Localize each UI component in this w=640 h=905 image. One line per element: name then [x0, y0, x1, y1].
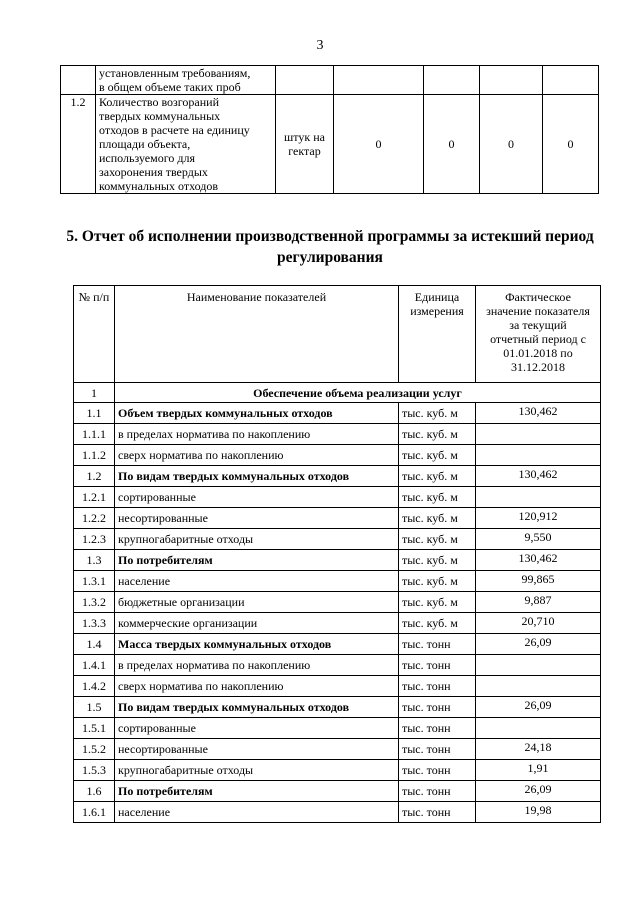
top-table-row — [61, 66, 599, 95]
row-unit: тыс. тонн — [399, 760, 476, 781]
row-name: сортированные — [115, 487, 399, 508]
header-num: № п/п — [74, 286, 115, 383]
table-row — [74, 403, 601, 424]
row-unit: тыс. тонн — [399, 634, 476, 655]
row-value: 1,91 — [476, 760, 601, 781]
row-name: в пределах норматива по накоплению — [115, 424, 399, 445]
row-name: сверх норматива по накоплению — [115, 445, 399, 466]
top-row-unit — [276, 66, 334, 95]
row-unit: тыс. тонн — [399, 697, 476, 718]
header-value-line: отчетный период с — [490, 332, 586, 346]
row-name: По видам твердых коммунальных отходов — [115, 697, 399, 718]
row-unit: тыс. тонн — [399, 655, 476, 676]
row-value: 130,462 — [476, 466, 601, 487]
table-row — [74, 592, 601, 613]
table-row — [74, 781, 601, 802]
row-num: 1.2.1 — [74, 487, 115, 508]
row-value: 24,18 — [476, 739, 601, 760]
row-unit: тыс. куб. м — [399, 508, 476, 529]
row-num: 1.6.1 — [74, 802, 115, 823]
row-num: 1.2 — [74, 466, 115, 487]
row-value: 130,462 — [476, 550, 601, 571]
top-row-name-line: в общем объеме таких проб — [99, 80, 241, 94]
row-unit: тыс. тонн — [399, 676, 476, 697]
top-row-unit-line: гектар — [288, 144, 321, 158]
page-number: 3 — [316, 38, 324, 53]
header-unit — [399, 286, 476, 383]
top-row-value — [480, 66, 543, 95]
row-value — [476, 676, 601, 697]
header-value-line: значение показателя — [486, 304, 590, 318]
header-value — [476, 286, 601, 383]
row-num: 1.5.3 — [74, 760, 115, 781]
section-title-line-1: 5. Отчет об исполнении производственной программы за истекший период — [66, 228, 594, 245]
table-row — [74, 613, 601, 634]
top-row-name — [96, 95, 276, 194]
table-row — [74, 676, 601, 697]
table-row — [74, 802, 601, 823]
row-unit: тыс. куб. м — [399, 613, 476, 634]
table-row — [74, 487, 601, 508]
row-num: 1.1 — [74, 403, 115, 424]
top-table-row — [61, 95, 599, 194]
row-num: 1.3 — [74, 550, 115, 571]
row-num: 1.4 — [74, 634, 115, 655]
row-value: 130,462 — [476, 403, 601, 424]
row-unit: тыс. тонн — [399, 718, 476, 739]
top-row-name — [96, 66, 276, 95]
row-num: 1.1.2 — [74, 445, 115, 466]
header-unit-line-1: Единица — [414, 290, 460, 304]
table-row — [74, 739, 601, 760]
top-row-value: 0 — [480, 95, 543, 194]
header-value-line: Фактическое — [505, 290, 571, 304]
top-row-value — [334, 66, 424, 95]
row-name: сортированные — [115, 718, 399, 739]
header-name: Наименование показателей — [115, 286, 399, 383]
table-row — [74, 424, 601, 445]
row-name: По потребителям — [115, 781, 399, 802]
row-value — [476, 445, 601, 466]
row-num: 1.3.1 — [74, 571, 115, 592]
row-unit: тыс. куб. м — [399, 403, 476, 424]
table-row — [74, 571, 601, 592]
row-unit: тыс. куб. м — [399, 445, 476, 466]
top-row-name-line: площади объекта, — [99, 137, 191, 151]
report-table — [73, 285, 601, 823]
row-name: крупногабаритные отходы — [115, 760, 399, 781]
row-name: крупногабаритные отходы — [115, 529, 399, 550]
row-value — [476, 487, 601, 508]
row-value: 120,912 — [476, 508, 601, 529]
row-unit: тыс. тонн — [399, 781, 476, 802]
top-row-name-line: коммунальных отходов — [99, 179, 219, 193]
group-row — [74, 383, 601, 403]
top-row-name-line: используемого для — [99, 151, 195, 165]
top-row-name-line: Количество возгораний — [99, 95, 220, 109]
row-name: население — [115, 571, 399, 592]
top-row-num — [61, 66, 96, 95]
row-name: население — [115, 802, 399, 823]
row-name: По видам твердых коммунальных отходов — [115, 466, 399, 487]
row-value: 26,09 — [476, 781, 601, 802]
row-unit: тыс. тонн — [399, 739, 476, 760]
row-name: несортированные — [115, 739, 399, 760]
row-num: 1.3.3 — [74, 613, 115, 634]
top-row-name-line: твердых коммунальных — [99, 109, 221, 123]
row-unit: тыс. куб. м — [399, 424, 476, 445]
header-row — [74, 286, 601, 383]
row-value: 99,865 — [476, 571, 601, 592]
row-num: 1.3.2 — [74, 592, 115, 613]
row-unit: тыс. куб. м — [399, 487, 476, 508]
top-row-name-line: захоронения твердых — [99, 165, 208, 179]
row-name: бюджетные организации — [115, 592, 399, 613]
table-row — [74, 550, 601, 571]
top-row-value — [424, 66, 480, 95]
row-num: 1.5.1 — [74, 718, 115, 739]
row-value: 9,887 — [476, 592, 601, 613]
row-num: 1.6 — [74, 781, 115, 802]
row-value — [476, 655, 601, 676]
top-table — [60, 65, 599, 194]
row-name: Объем твердых коммунальных отходов — [115, 403, 399, 424]
top-row-name-line: установленным требованиям, — [99, 66, 251, 80]
row-value — [476, 718, 601, 739]
table-row — [74, 655, 601, 676]
row-unit: тыс. куб. м — [399, 466, 476, 487]
row-unit: тыс. куб. м — [399, 592, 476, 613]
top-row-unit — [276, 95, 334, 194]
top-row-value: 0 — [543, 95, 599, 194]
table-row — [74, 529, 601, 550]
row-value — [476, 424, 601, 445]
row-name: По потребителям — [115, 550, 399, 571]
row-num: 1.4.1 — [74, 655, 115, 676]
row-name: сверх норматива по накоплению — [115, 676, 399, 697]
group-title: Обеспечение объема реализации услуг — [115, 383, 601, 403]
row-num: 1.5.2 — [74, 739, 115, 760]
table-row — [74, 466, 601, 487]
row-unit: тыс. куб. м — [399, 529, 476, 550]
group-num: 1 — [74, 383, 115, 403]
row-name: коммерческие организации — [115, 613, 399, 634]
row-value: 26,09 — [476, 697, 601, 718]
table-row — [74, 508, 601, 529]
top-row-num: 1.2 — [61, 95, 96, 194]
top-row-value: 0 — [334, 95, 424, 194]
top-row-value — [543, 66, 599, 95]
top-row-unit-line: штук на — [284, 130, 325, 144]
section-title — [60, 226, 600, 268]
table-row — [74, 760, 601, 781]
table-row — [74, 445, 601, 466]
row-value: 20,710 — [476, 613, 601, 634]
table-row — [74, 697, 601, 718]
row-name: несортированные — [115, 508, 399, 529]
header-value-line: 01.01.2018 по — [503, 346, 573, 360]
row-value: 19,98 — [476, 802, 601, 823]
row-unit: тыс. тонн — [399, 802, 476, 823]
row-value: 26,09 — [476, 634, 601, 655]
row-num: 1.4.2 — [74, 676, 115, 697]
table-row — [74, 718, 601, 739]
row-unit: тыс. куб. м — [399, 571, 476, 592]
row-num: 1.2.3 — [74, 529, 115, 550]
header-value-line: 31.12.2018 — [511, 360, 565, 374]
top-row-name-line: отходов в расчете на единицу — [99, 123, 250, 137]
row-unit: тыс. куб. м — [399, 550, 476, 571]
row-num: 1.2.2 — [74, 508, 115, 529]
top-row-value: 0 — [424, 95, 480, 194]
row-num: 1.5 — [74, 697, 115, 718]
header-value-line: за текущий — [509, 318, 567, 332]
section-title-line-2: регулирования — [277, 249, 383, 266]
row-num: 1.1.1 — [74, 424, 115, 445]
row-name: в пределах норматива по накоплению — [115, 655, 399, 676]
row-name: Масса твердых коммунальных отходов — [115, 634, 399, 655]
table-row — [74, 634, 601, 655]
row-value: 9,550 — [476, 529, 601, 550]
header-unit-line-2: измерения — [410, 304, 464, 318]
